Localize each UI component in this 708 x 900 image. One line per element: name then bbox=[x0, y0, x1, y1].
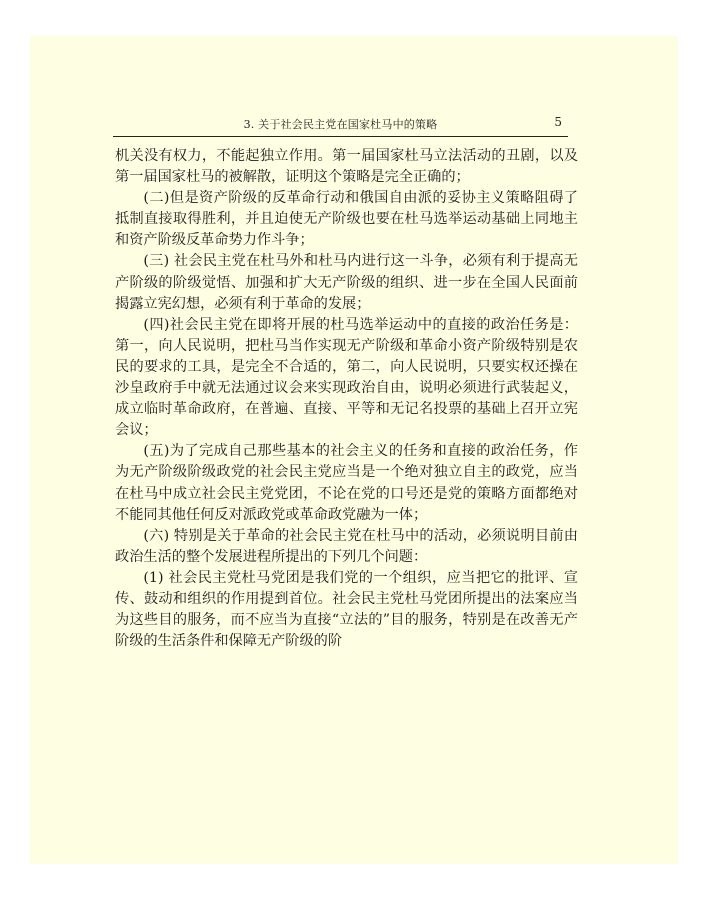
paragraph-3: (四)社会民主党在即将开展的杜马选举运动中的直接的政治任务是：第一，向人民说明，把杜马当作实现无产阶级和革命小资产阶级特别是农民的要求的工具，是完全不合适的，第二，向人民说明，只要实权还操在沙皇政府手中就无法通过议会来实现政治自由，说明必须进行武装起义，成立临时革命政府，在普遍、直接、平等和无记名投票的基础上召开立宪会议； bbox=[115, 316, 578, 439]
page-number: 5 bbox=[554, 115, 562, 129]
paragraph-5: (六) 特别是关于革命的社会民主党在杜马中的活动，必须说明目前由政治生活的整个发展进程所提出的下列几个问题： bbox=[115, 527, 578, 565]
header-title: 3. 关于社会民主党在国家杜马中的策略 bbox=[243, 118, 438, 131]
running-header bbox=[113, 110, 568, 137]
paragraph-0: 机关没有权力，不能起独立作用。第一届国家杜马立法活动的丑剧，以及第一届国家杜马的被解散，证明这个策略是完全正确的； bbox=[115, 148, 578, 186]
body-text bbox=[115, 146, 578, 652]
paragraph-6: (1) 社会民主党杜马党团是我们党的一个组织，应当把它的批评、宣传、鼓动和组织的作用提到首位。社会民主党杜马党团所提出的法案应当为这些目的服务，而不应当为直接“立法的”目的服务，特别是在改善无产阶级的生活条件和保障无产阶级的阶 bbox=[115, 569, 578, 650]
paragraph-1: (二)但是资产阶级的反革命行动和俄国自由派的妥协主义策略阻碍了抵制直接取得胜利，并且迫使无产阶级也要在杜马选举运动基础上同地主和资产阶级反革命势力作斗争； bbox=[115, 190, 578, 249]
paragraph-2: (三) 社会民主党在杜马外和杜马内进行这一斗争，必须有利于提高无产阶级的阶级觉悟、加强和扩大无产阶级的组织、进一步在全国人民面前揭露立宪幻想，必须有利于革命的发展； bbox=[115, 253, 578, 312]
paragraph-4: (五)为了完成自己那些基本的社会主义的任务和直接的政治任务，作为无产阶级阶级政党的社会民主党应当是一个绝对独立自主的政党，应当在杜马中成立社会民主党党团，不论在党的口号还是党的策略方面都绝对不能同其他任何反对派政党或革命政党融为一体； bbox=[115, 443, 578, 523]
